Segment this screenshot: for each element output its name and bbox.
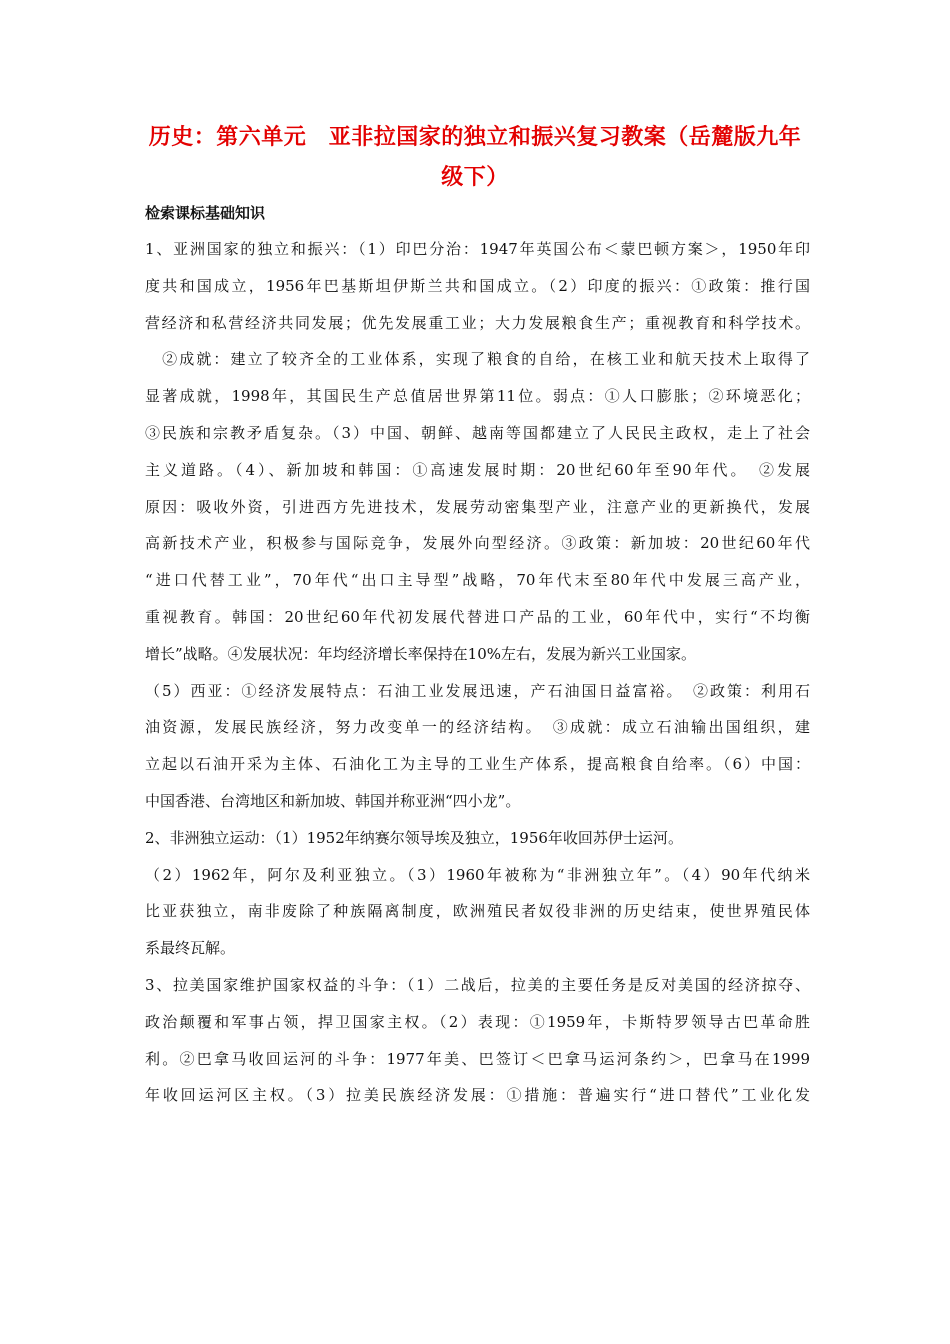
- body-line: ③民族和宗教矛盾复杂。（3）中国、朝鲜、越南等国都建立了人民民主政权，走上了社会: [145, 423, 810, 442]
- document-body: [145, 231, 810, 1114]
- section-heading: 检索课标基础知识: [145, 204, 266, 222]
- body-line: 度共和国成立，1956年巴基斯坦伊斯兰共和国成立。（2）印度的振兴：①政策：推行国: [145, 276, 810, 295]
- body-line: 政治颠覆和军事占领，捍卫国家主权。（2）表现：①1959年，卡斯特罗领导古巴革命胜: [145, 1012, 810, 1031]
- body-line: 1、亚洲国家的独立和振兴：（1）印巴分治：1947年英国公布＜蒙巴顿方案＞，1950年印: [145, 240, 810, 258]
- title-line-2: 级下）: [441, 165, 509, 190]
- body-line: 系最终瓦解。: [145, 939, 236, 958]
- body-line: 重视教育。韩国：20世纪60年代初发展代替进口产品的工业，60年代中，实行“不均衡: [145, 607, 810, 626]
- body-line: 比亚获独立，南非废除了种族隔离制度，欧洲殖民者奴役非洲的历史结束，使世界殖民体: [145, 902, 810, 921]
- body-line: 主义道路。（4）、新加坡和韩国：①高速发展时期：20世纪60年至90年代。 ②发展: [145, 460, 810, 479]
- body-line: 营经济和私营经济共同发展；优先发展重工业；大力发展粮食生产；重视教育和科学技术。: [145, 313, 810, 332]
- body-line: 年收回运河区主权。（3）拉美民族经济发展：①措施：普遍实行“进口替代”工业化发: [145, 1086, 810, 1105]
- page-title: [130, 118, 820, 198]
- body-line: 高新技术产业，积极参与国际竞争，发展外向型经济。③政策：新加坡：20世纪60年代: [145, 534, 810, 553]
- body-line: （2）1962年，阿尔及利亚独立。（3）1960年被称为“非洲独立年”。（4）90年代纳米: [145, 865, 810, 884]
- body-line: （5）西亚：①经济发展特点：石油工业发展迅速，产石油国日益富裕。 ②政策：利用石: [145, 681, 810, 700]
- title-line-1: 历史：第六单元 亚非拉国家的独立和振兴复习教案（岳麓版九年: [148, 125, 802, 150]
- body-line: 原因：吸收外资，引进西方先进技术，发展劳动密集型产业，注意产业的更新换代，发展: [145, 497, 810, 516]
- body-line: 立起以石油开采为主体、石油化工为主导的工业生产体系，提高粮食自给率。（6）中国：: [145, 755, 810, 774]
- body-line: 3、拉美国家维护国家权益的斗争：（1）二战后，拉美的主要任务是反对美国的经济掠夺、: [145, 975, 810, 994]
- body-line: 中国香港、台湾地区和新加坡、韩国并称亚洲“四小龙”。: [145, 791, 521, 810]
- body-line: ②成就：建立了较齐全的工业体系，实现了粮食的自给，在核工业和航天技术上取得了: [145, 350, 810, 369]
- body-line: 显著成就，1998年，其国民生产总值居世界第11位。弱点：①人口膨胀；②环境恶化；: [145, 387, 810, 406]
- body-line: “进口代替工业”，70年代“出口主导型”战略，70年代末至80年代中发展三高产业，: [145, 571, 810, 590]
- body-line: 利。②巴拿马收回运河的斗争：1977年美、巴签订＜巴拿马运河条约＞，巴拿马在1999: [145, 1049, 810, 1068]
- body-line: 油资源，发展民族经济，努力改变单一的经济结构。 ③成就：成立石油输出国组织，建: [145, 718, 810, 737]
- body-line: 增长”战略。④发展状况：年均经济增长率保持在10%左右，发展为新兴工业国家。: [145, 644, 697, 663]
- body-line: 2、非洲独立运动：（1）1952年纳赛尔领导埃及独立，1956年收回苏伊士运河。: [145, 828, 683, 847]
